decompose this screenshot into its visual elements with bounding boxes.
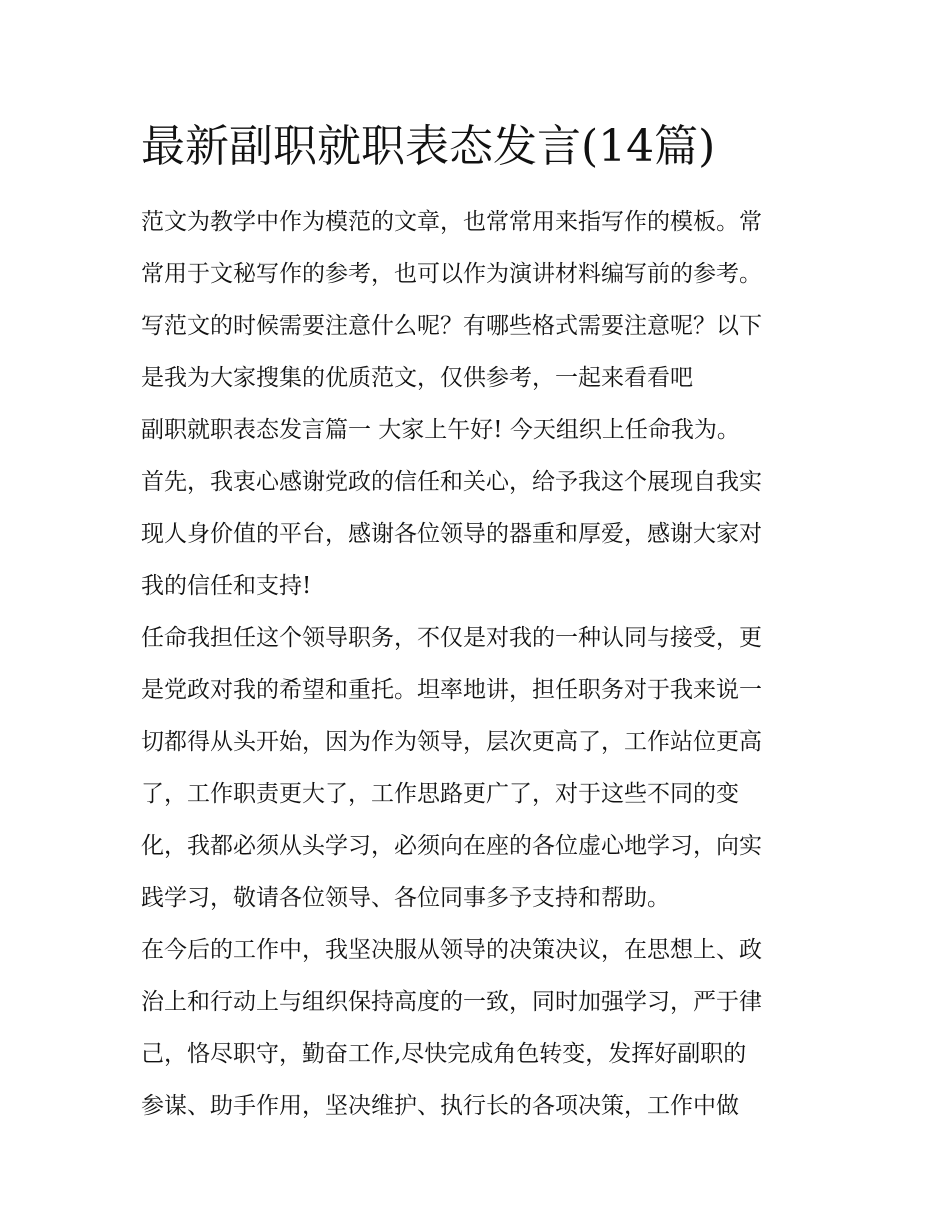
text-line: 是党政对我的希望和重托。坦率地讲，担任职务对于我来说一 [141, 677, 762, 703]
text-line: 了，工作职责更大了，工作思路更广了，对于这些不同的变 [141, 781, 739, 807]
text-line: 任命我担任这个领导职务，不仅是对我的一种认同与接受，更 [141, 625, 762, 651]
text-line: 践学习，敬请各位领导、各位同事多予支持和帮助。 [141, 885, 670, 911]
text-line: 在今后的工作中，我坚决服从领导的决策决议，在思想上、政 [141, 937, 762, 963]
text-line: 治上和行动上与组织保持高度的一致，同时加强学习，严于律 [141, 989, 762, 1015]
text-line: 参谋、助手作用，坚决维护、执行长的各项决策，工作中做 [141, 1093, 739, 1119]
text-line: 化，我都必须从头学习，必须向在座的各位虚心地学习，向实 [141, 833, 762, 859]
text-line: 常用于文秘写作的参考，也可以作为演讲材料编写前的参考。 [141, 261, 762, 287]
document-title: 最新副职就职表态发言(14篇) [141, 121, 716, 172]
text-line: 己，恪尽职守，勤奋工作,尽快完成角色转变，发挥好副职的 [141, 1041, 747, 1067]
text-line: 范文为教学中作为模范的文章，也常常用来指写作的模板。常 [141, 209, 762, 235]
text-line: 切都得从头开始，因为作为领导，层次更高了，工作站位更高 [141, 729, 762, 755]
text-line: 是我为大家搜集的优质范文，仅供参考，一起来看看吧 [141, 365, 693, 391]
section-heading-line: 副职就职表态发言篇一 大家上午好! 今天组织上任命我为。 [141, 417, 740, 443]
document-body [141, 196, 813, 1132]
text-line: 首先，我衷心感谢党政的信任和关心，给予我这个展现自我实 [141, 469, 762, 495]
text-line: 写范文的时候需要注意什么呢？有哪些格式需要注意呢？以下 [141, 313, 762, 339]
text-line: 现人身价值的平台，感谢各位领导的器重和厚爱，感谢大家对 [141, 521, 762, 547]
text-line: 我的信任和支持! [141, 573, 312, 599]
